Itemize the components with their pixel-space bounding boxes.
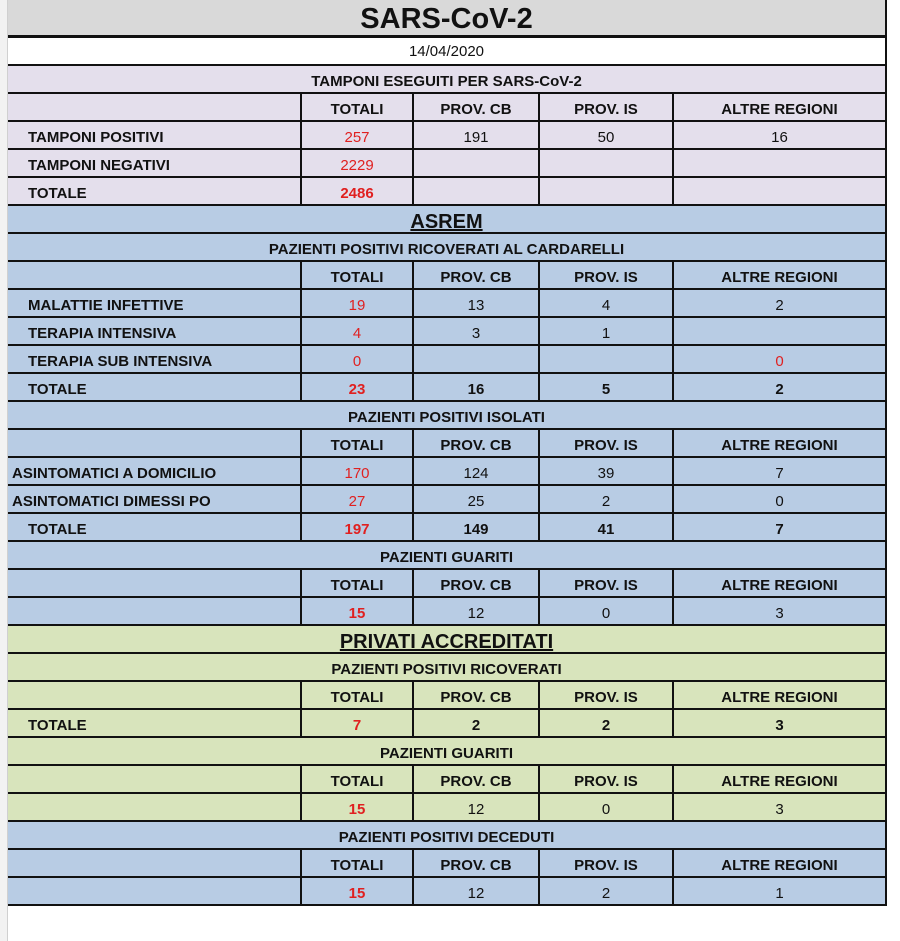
column-header[interactable]: PROV. IS [538, 682, 672, 708]
value-cell[interactable]: 12 [412, 598, 538, 624]
value-cell[interactable]: 7 [300, 710, 412, 736]
data-row [8, 346, 885, 374]
value-cell[interactable]: 170 [300, 458, 412, 484]
value-cell[interactable]: 0 [538, 794, 672, 820]
value-cell[interactable]: 2486 [300, 178, 412, 204]
section-header[interactable]: PAZIENTI POSITIVI ISOLATI [348, 409, 545, 426]
data-row [8, 374, 885, 402]
value-cell[interactable]: 7 [672, 514, 885, 540]
data-row [8, 178, 885, 206]
column-header[interactable]: PROV. CB [412, 430, 538, 456]
spreadsheet-table [8, 0, 887, 906]
section-header[interactable]: PAZIENTI GUARITI [379, 549, 514, 566]
value-cell[interactable]: 3 [672, 794, 885, 820]
column-header[interactable]: TOTALI [300, 262, 412, 288]
data-row [8, 598, 885, 626]
value-cell[interactable]: 4 [300, 318, 412, 344]
head-row [8, 94, 885, 122]
data-row [8, 318, 885, 346]
value-cell[interactable]: 1 [538, 318, 672, 344]
value-cell[interactable]: 15 [300, 598, 412, 624]
column-header[interactable]: ALTRE REGIONI [672, 570, 885, 596]
column-header[interactable]: PROV. IS [538, 430, 672, 456]
column-header[interactable]: PROV. IS [538, 850, 672, 876]
value-cell[interactable]: 2 [538, 710, 672, 736]
row-label-cell[interactable]: TOTALE [28, 185, 87, 202]
head-row [8, 850, 885, 878]
row-label-cell[interactable] [8, 570, 300, 596]
banner-row [8, 206, 885, 234]
column-header[interactable]: ALTRE REGIONI [672, 682, 885, 708]
row-label-cell[interactable]: TAMPONI NEGATIVI [28, 157, 170, 174]
value-cell[interactable]: 191 [412, 122, 538, 148]
row-label-cell[interactable]: TOTALE [28, 381, 87, 398]
value-cell[interactable] [412, 150, 538, 176]
column-header[interactable]: PROV. CB [412, 570, 538, 596]
column-header[interactable]: TOTALI [300, 850, 412, 876]
data-row [8, 878, 885, 906]
value-cell[interactable]: 15 [300, 878, 412, 904]
value-cell[interactable] [672, 178, 885, 204]
value-cell[interactable] [672, 318, 885, 344]
value-cell[interactable]: 2 [672, 374, 885, 400]
value-cell[interactable]: 15 [300, 794, 412, 820]
row-label-cell[interactable] [8, 94, 300, 120]
column-header[interactable]: PROV. IS [538, 766, 672, 792]
section-header[interactable]: ASREM [410, 211, 483, 233]
data-row [8, 458, 885, 486]
value-cell[interactable]: 2 [672, 290, 885, 316]
value-cell[interactable] [412, 346, 538, 372]
title-row [8, 0, 885, 38]
value-cell[interactable]: 12 [412, 878, 538, 904]
column-header[interactable]: PROV. IS [538, 94, 672, 120]
row-label-cell[interactable]: ASINTOMATICI A DOMICILIO [12, 465, 217, 482]
value-cell[interactable]: 3 [672, 598, 885, 624]
value-cell[interactable]: 16 [412, 374, 538, 400]
value-cell[interactable]: 25 [412, 486, 538, 512]
value-cell[interactable]: 4 [538, 290, 672, 316]
date-row [8, 38, 885, 66]
value-cell[interactable]: 3 [412, 318, 538, 344]
value-cell[interactable] [538, 346, 672, 372]
column-header[interactable]: ALTRE REGIONI [672, 850, 885, 876]
row-label-cell[interactable] [8, 430, 300, 456]
sub-row [8, 402, 885, 430]
value-cell[interactable]: 257 [300, 122, 412, 148]
row-label-cell[interactable] [8, 878, 300, 904]
data-row [8, 794, 885, 822]
sub-row [8, 738, 885, 766]
value-cell[interactable]: 2229 [300, 150, 412, 176]
row-label-cell[interactable] [8, 794, 300, 820]
head-row [8, 262, 885, 290]
value-cell[interactable]: 27 [300, 486, 412, 512]
column-header[interactable]: PROV. CB [412, 682, 538, 708]
data-row [8, 150, 885, 178]
column-header[interactable]: PROV. CB [412, 766, 538, 792]
section-header[interactable]: PAZIENTI GUARITI [379, 745, 514, 762]
column-header[interactable]: PROV. CB [412, 262, 538, 288]
data-row [8, 290, 885, 318]
section-header[interactable]: PRIVATI ACCREDITATI [339, 631, 554, 653]
column-header[interactable]: ALTRE REGIONI [672, 262, 885, 288]
value-cell[interactable]: 5 [538, 374, 672, 400]
value-cell[interactable]: 50 [538, 122, 672, 148]
column-header[interactable]: TOTALI [300, 430, 412, 456]
row-label-cell[interactable]: MALATTIE INFETTIVE [28, 297, 184, 314]
sub-row [8, 654, 885, 682]
sub-row [8, 822, 885, 850]
section-header[interactable]: PAZIENTI POSITIVI DECEDUTI [338, 829, 555, 846]
column-header[interactable]: PROV. CB [412, 850, 538, 876]
value-cell[interactable]: 23 [300, 374, 412, 400]
value-cell[interactable] [412, 178, 538, 204]
sub-row [8, 234, 885, 262]
row-label-cell[interactable]: TOTALE [28, 521, 87, 538]
value-cell[interactable]: 12 [412, 794, 538, 820]
value-cell[interactable]: 149 [412, 514, 538, 540]
value-cell[interactable]: 3 [672, 710, 885, 736]
column-header[interactable]: PROV. IS [538, 262, 672, 288]
row-label-cell[interactable]: ASINTOMATICI DIMESSI PO [12, 493, 211, 510]
column-header[interactable]: TOTALI [300, 94, 412, 120]
value-cell[interactable]: 2 [538, 486, 672, 512]
value-cell[interactable]: 16 [672, 122, 885, 148]
section-header[interactable]: PAZIENTI POSITIVI RICOVERATI AL CARDARELLI [268, 241, 625, 258]
value-cell[interactable] [672, 150, 885, 176]
value-cell[interactable]: 124 [412, 458, 538, 484]
row-label-cell[interactable] [8, 262, 300, 288]
data-row [8, 710, 885, 738]
value-cell[interactable]: 41 [538, 514, 672, 540]
row-label-cell[interactable]: TERAPIA SUB INTENSIVA [28, 353, 213, 370]
value-cell[interactable]: 197 [300, 514, 412, 540]
column-header[interactable]: ALTRE REGIONI [672, 94, 885, 120]
section-header[interactable]: TAMPONI ESEGUITI PER SARS-CoV-2 [311, 73, 582, 90]
section-header[interactable]: PAZIENTI POSITIVI RICOVERATI [331, 661, 562, 678]
data-row [8, 486, 885, 514]
head-row [8, 570, 885, 598]
row-label-cell[interactable]: TERAPIA INTENSIVA [28, 325, 177, 342]
value-cell[interactable]: 2 [412, 710, 538, 736]
value-cell[interactable]: 13 [412, 290, 538, 316]
value-cell[interactable]: 19 [300, 290, 412, 316]
value-cell[interactable]: 0 [672, 346, 885, 372]
column-header[interactable]: TOTALI [300, 570, 412, 596]
data-row [8, 514, 885, 542]
sub-row [8, 542, 885, 570]
banner-row [8, 626, 885, 654]
sheet-title[interactable]: SARS-CoV-2 [360, 3, 533, 35]
value-cell[interactable]: 7 [672, 458, 885, 484]
column-header[interactable]: TOTALI [300, 766, 412, 792]
row-label-cell[interactable]: TOTALE [28, 717, 87, 734]
row-gutter [0, 0, 8, 941]
head-row [8, 766, 885, 794]
report-date[interactable]: 14/04/2020 [408, 43, 485, 60]
column-header[interactable]: ALTRE REGIONI [672, 430, 885, 456]
value-cell[interactable]: 0 [300, 346, 412, 372]
column-header[interactable]: TOTALI [300, 682, 412, 708]
row-label-cell[interactable] [8, 850, 300, 876]
row-label-cell[interactable] [8, 682, 300, 708]
head-row [8, 682, 885, 710]
column-header[interactable]: ALTRE REGIONI [672, 766, 885, 792]
column-header[interactable]: PROV. CB [412, 94, 538, 120]
head-row [8, 430, 885, 458]
value-cell[interactable]: 0 [672, 486, 885, 512]
value-cell[interactable]: 2 [538, 878, 672, 904]
column-header[interactable]: PROV. IS [538, 570, 672, 596]
value-cell[interactable]: 1 [672, 878, 885, 904]
row-label-cell[interactable] [8, 766, 300, 792]
value-cell[interactable]: 0 [538, 598, 672, 624]
value-cell[interactable] [538, 178, 672, 204]
row-label-cell[interactable] [8, 598, 300, 624]
data-row [8, 122, 885, 150]
value-cell[interactable] [538, 150, 672, 176]
sub-row [8, 66, 885, 94]
value-cell[interactable]: 39 [538, 458, 672, 484]
row-label-cell[interactable]: TAMPONI POSITIVI [28, 129, 164, 146]
